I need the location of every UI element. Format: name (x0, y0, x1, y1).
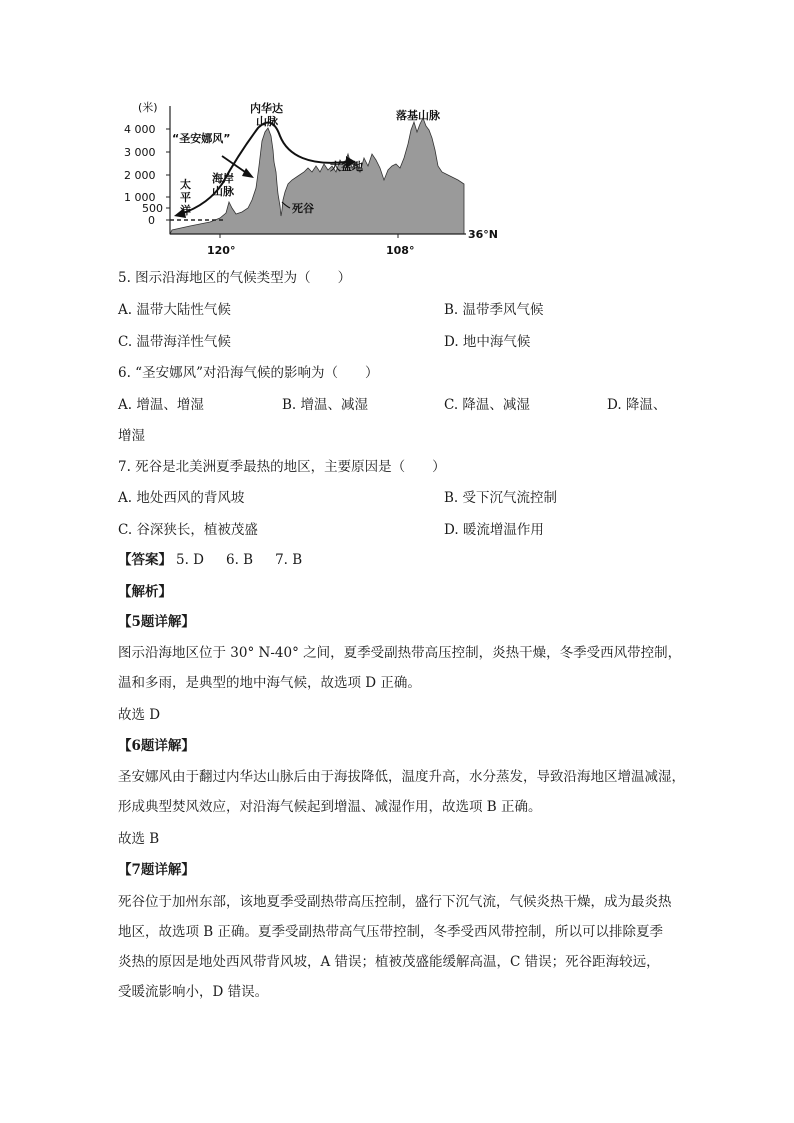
x-tick-label: 120° (207, 244, 236, 257)
great-basin-label: 大盆地 (330, 160, 363, 173)
answer-label: 【答案】 (118, 552, 172, 568)
q6-option-d: D. 降温、 (607, 397, 667, 413)
detail6-line: 形成典型焚风效应，对沿海气候起到增温、减湿作用，故选项 B 正确。 (118, 799, 542, 815)
answer-item: 7. B (275, 552, 303, 568)
terrain-profile-svg (110, 96, 510, 262)
q7-option-c: C. 谷深狭长，植被茂盛 (118, 522, 258, 538)
detail7-line: 地区，故选项 B 正确。夏季受副热带高气压带控制，冬季受西风带控制，所以可以排除夏季 (118, 924, 664, 940)
answer-item: 6. B (226, 552, 254, 568)
q6-option-a: A. 增温、增湿 (118, 397, 204, 413)
terrain-profile-figure (110, 96, 510, 262)
latitude-label: 36°N (468, 228, 499, 241)
q5-option-b: B. 温带季风气候 (444, 302, 544, 318)
coast-range-label-2: 山脉 (212, 185, 234, 198)
coast-range-label: 海岸 (212, 172, 234, 185)
detail5-line: 图示沿海地区位于 30° N-40° 之间，夏季受副热带高压控制，炎热干燥，冬季受西风带控制， (118, 645, 682, 661)
y-tick-label: 3 000 (124, 146, 156, 159)
detail7-title: 【7题详解】 (118, 862, 195, 878)
y-tick-label: 500 (142, 202, 163, 215)
analysis-label: 【解析】 (118, 584, 172, 600)
detail6-body (118, 762, 685, 822)
detail5-conclusion: 故选 D (118, 707, 161, 723)
x-tick-label: 108° (386, 244, 415, 257)
nevada-label-2: 山脉 (256, 115, 278, 128)
y-tick-label: 1 000 (124, 191, 156, 204)
q7-option-b: B. 受下沉气流控制 (444, 490, 558, 506)
q7-stem: 7. 死谷是北美洲夏季最热的地区，主要原因是（ ） (118, 459, 446, 475)
pacific-label: 太 (180, 178, 191, 191)
detail7-line: 死谷位于加州东部，该地夏季受副热带高压控制，盛行下沉气流，气候炎热干燥，成为最炎热 (118, 894, 672, 910)
y-tick-label: 2 000 (124, 169, 156, 182)
detail6-conclusion: 故选 B (118, 831, 160, 847)
q5-stem: 5. 图示沿海地区的气候类型为（ ） (118, 270, 352, 286)
santa-ana-label: “圣安娜风” (172, 132, 231, 145)
q5-option-d: D. 地中海气候 (444, 334, 531, 350)
answer-line (118, 550, 324, 570)
q7-option-a: A. 地处西风的背风坡 (118, 490, 245, 506)
y-unit-label: (米) (138, 101, 158, 114)
q7-option-d: D. 暖流增温作用 (444, 522, 544, 538)
detail6-title: 【6题详解】 (118, 738, 195, 754)
y-tick-label: 4 000 (124, 123, 156, 136)
q6-option-c: C. 降温、减湿 (444, 397, 530, 413)
q6-stem: 6. “圣安娜风”对沿海气候的影响为（ ） (118, 365, 379, 381)
q6-option-d-cont: 增湿 (118, 428, 145, 444)
pacific-label-2: 平 (180, 191, 191, 204)
detail5-title: 【5题详解】 (118, 614, 195, 630)
nevada-label: 内华达 (250, 102, 283, 115)
detail7-line: 受暖流影响小，D 错误。 (118, 984, 269, 1000)
pacific-label-3: 洋 (180, 204, 191, 217)
detail6-line: 圣安娜风由于翻过内华达山脉后由于海拔降低，温度升高，水分蒸发，导致沿海地区增温减湿， (118, 769, 685, 785)
q6-option-b: B. 增温、减湿 (282, 397, 369, 413)
detail5-body (118, 638, 682, 698)
santa-ana-pointer-head (242, 168, 254, 178)
death-valley-label: 死谷 (292, 202, 314, 215)
detail7-body (118, 887, 678, 1007)
q5-option-a: A. 温带大陆性气候 (118, 302, 231, 318)
answer-item: 5. D (176, 552, 204, 568)
q5-option-c: C. 温带海洋性气候 (118, 334, 231, 350)
rocky-label: 落基山脉 (396, 109, 440, 122)
detail5-line: 温和多雨，是典型的地中海气候，故选项 D 正确。 (118, 675, 421, 691)
detail7-line: 炎热的原因是地处西风带背风坡，A 错误；植被茂盛能缓解高温，C 错误；死谷距海较远， (118, 954, 660, 970)
y-tick-label: 0 (148, 214, 155, 227)
